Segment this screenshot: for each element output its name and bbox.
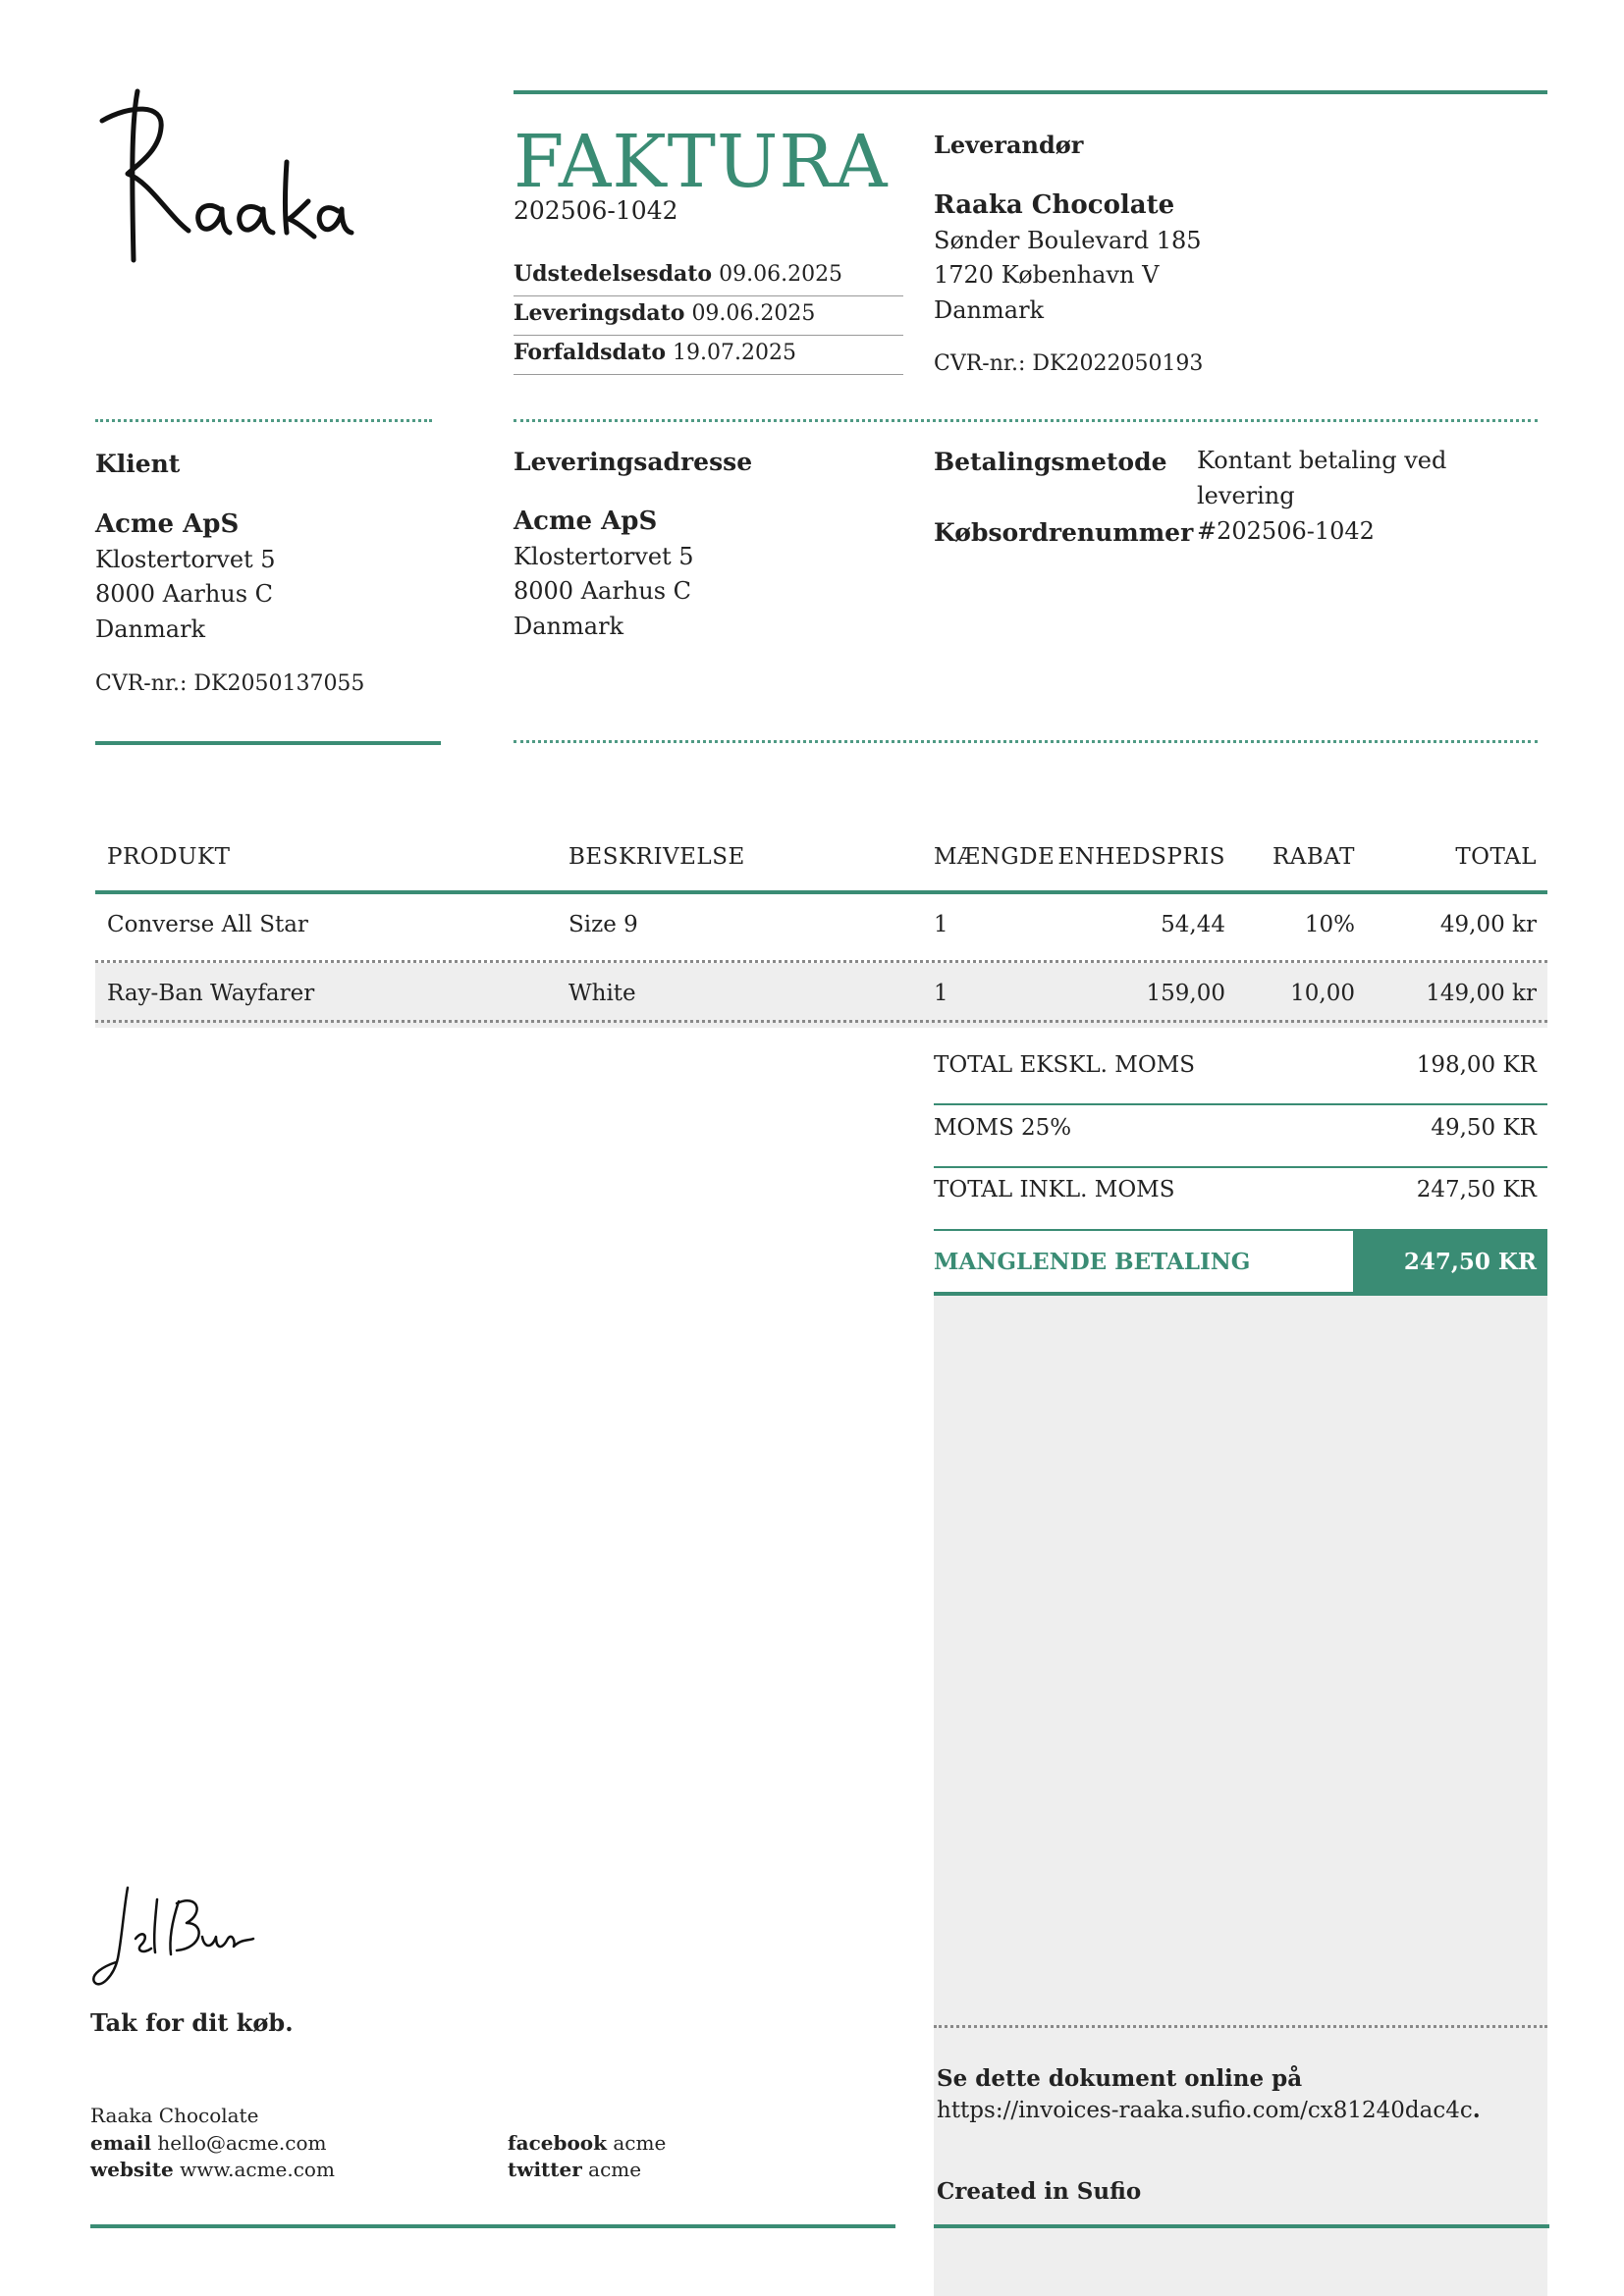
totals-rule [934,1103,1547,1105]
date-value: 09.06.2025 [719,262,843,287]
client-bottom-rule [95,741,441,745]
date-row-due [514,340,796,365]
footer-email [90,2131,326,2155]
date-value: 09.06.2025 [691,301,816,326]
supplier-heading: Leverandør [934,131,1084,159]
total-excl-value: 198,00 KR [1416,1052,1537,1078]
website-link[interactable]: www.acme.com [180,2158,335,2181]
order-number-label: Købsordrenummer [934,518,1194,547]
raaka-logo-icon [90,83,355,270]
col-header-description: BESKRIVELSE [568,844,745,870]
header-top-rule [514,90,1547,94]
vat-value: 49,50 KR [1431,1115,1537,1141]
email-link[interactable]: hello@acme.com [157,2131,327,2155]
email-label: email [90,2131,152,2155]
date-label: Forfaldsdato [514,340,666,365]
date-divider [514,374,903,375]
col-header-quantity: MÆNGDE [934,844,1056,870]
supplier-cvr: CVR-nr.: DK2022050193 [934,351,1204,376]
delivery-address-line: 8000 Aarhus C [514,577,692,605]
col-header-total: TOTAL [1455,844,1537,870]
footer-company: Raaka Chocolate [90,2104,259,2127]
total-incl-value: 247,50 KR [1416,1177,1537,1202]
invoice-title: FAKTURA [514,120,889,204]
signature [88,1880,265,1998]
supplier-name: Raaka Chocolate [934,190,1175,220]
delivery-name: Acme ApS [514,507,658,536]
total-excl-label: TOTAL EKSKL. MOMS [934,1052,1195,1078]
cell-unit-price: 54,44 [1161,912,1225,937]
cell-unit-price: 159,00 [1146,981,1225,1006]
footer-rule-left [90,2224,895,2228]
total-incl-label: TOTAL INKL. MOMS [934,1177,1175,1202]
facebook-link[interactable]: acme [613,2131,667,2155]
row-separator [95,1020,1547,1023]
client-address-line: Klostertorvet 5 [95,546,276,573]
delivery-address-line: Danmark [514,613,624,640]
date-label: Leveringsdato [514,300,685,326]
date-divider [514,295,903,296]
online-heading: Se dette dokument online på [937,2065,1303,2092]
order-number-value: #202506-1042 [1197,517,1375,545]
col-header-unit-price: ENHEDSPRIS [1057,844,1225,870]
vat-label: MOMS 25% [934,1115,1072,1141]
payment-method-value: Kontant betaling ved [1197,447,1447,474]
cell-description: Size 9 [568,912,638,937]
cell-discount: 10% [1304,912,1355,937]
twitter-link[interactable]: acme [588,2158,642,2181]
col-header-discount: RABAT [1272,844,1355,870]
cell-product: Converse All Star [107,912,308,937]
client-address-line: Danmark [95,615,206,643]
invoice-number: 202506-1042 [514,196,678,225]
totals-rule [934,1166,1547,1168]
client-cvr: CVR-nr.: DK2050137055 [95,671,365,696]
footer-rule-right [934,2224,1549,2228]
panel-separator [934,2025,1547,2028]
date-value: 19.07.2025 [673,341,796,365]
supplier-address-line: Danmark [934,296,1045,324]
dotted-separator [514,740,1538,743]
online-url-suffix: . [1472,2097,1481,2123]
table-row [95,963,1547,1028]
payment-method-value-cont: levering [1197,482,1295,509]
footer-website [90,2158,335,2181]
amount-due-label: MANGLENDE BETALING [934,1249,1251,1275]
table-row [95,894,1547,959]
cell-total: 49,00 kr [1439,912,1537,937]
twitter-label: twitter [508,2158,582,2181]
supplier-address-line: 1720 København V [934,261,1160,289]
cell-discount: 10,00 [1290,981,1355,1006]
company-logo [90,83,355,270]
date-row-delivery [514,300,815,326]
client-name: Acme ApS [95,509,240,539]
cell-quantity: 1 [934,981,948,1006]
cell-total: 149,00 kr [1426,981,1537,1006]
signature-icon [88,1880,265,1998]
delivery-heading: Leveringsadresse [514,448,753,476]
thank-you-text: Tak for dit køb. [90,2008,294,2037]
date-label: Udstedelsesdato [514,261,713,287]
cell-product: Ray-Ban Wayfarer [107,981,315,1006]
date-row-issue [514,261,842,287]
delivery-address-line: Klostertorvet 5 [514,543,694,570]
side-panel [934,1296,1547,2296]
col-header-product: PRODUKT [107,844,231,870]
date-divider [514,335,903,336]
online-link[interactable] [937,2097,1481,2123]
cell-quantity: 1 [934,912,948,937]
footer-twitter [508,2158,641,2181]
payment-method-label: Betalingsmetode [934,448,1167,476]
amount-due-value: 247,50 KR [1403,1249,1537,1275]
footer-facebook [508,2131,666,2155]
facebook-label: facebook [508,2131,607,2155]
supplier-address-line: Sønder Boulevard 185 [934,227,1202,254]
dotted-separator [95,419,432,422]
website-label: website [90,2158,174,2181]
client-address-line: 8000 Aarhus C [95,580,274,608]
created-in: Created in Sufio [937,2178,1142,2205]
online-url[interactable]: https://invoices-raaka.sufio.com/cx81240dac4c [937,2098,1473,2123]
client-heading: Klient [95,450,181,478]
dotted-separator [514,419,1538,422]
cell-description: White [568,981,636,1006]
